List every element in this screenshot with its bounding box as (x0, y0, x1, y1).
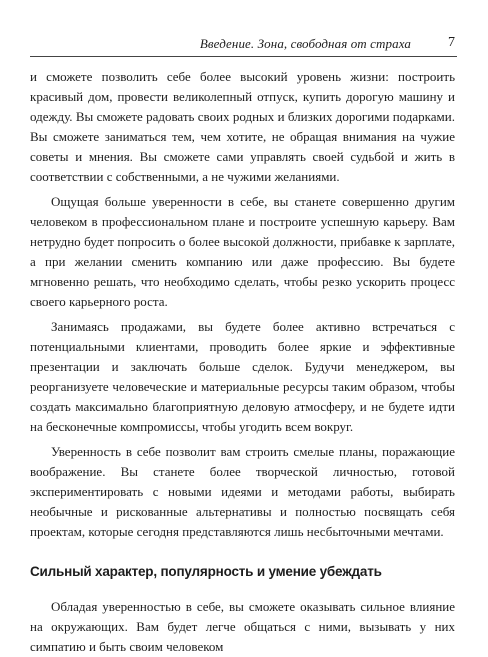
paragraph-influence: Обладая уверенностью в себе, вы сможете оказывать сильное влияние на окружающих. Вам будет легче общаться с ними, вызывать у них симпатию и быть своим человеком (30, 599, 455, 654)
page-number: 7 (448, 35, 455, 50)
paragraph-continuation: и сможете позволить себе более высокий уровень жизни: построить красивый дом, провести великолепный отпуск, купить дорогую машину и одежду. Вы сможете радовать своих родных и близких дорогими подарками. Вы сможете заниматься тем, чем хотите, не обращая внимания на чужие советы и мнения. Вы сможете сами управлять своей судьбой и жить в соответствии с собственными, а не чужими желаниями. (30, 69, 455, 184)
section-heading: Сильный характер, популярность и умение убеждать (30, 564, 382, 579)
running-header (30, 36, 457, 57)
page-body (30, 67, 455, 657)
running-title: Введение. Зона, свободная от страха (199, 36, 411, 51)
paragraph-plans: Уверенность в себе позволит вам строить смелые планы, поражающие воображение. Вы станете более творческой личностью, готовой экспериментировать с новыми идеями и методами работы, выбирать необычные и рискованные альтернативы и полностью посвящать себя проектам, которые сегодня представляются лишь несбыточными мечтами. (30, 444, 455, 539)
paragraph-career: Ощущая больше уверенности в себе, вы станете совершенно другим человеком в профессиональном плане и построите успешную карьеру. Вам нетрудно будет попросить о более высокой должности, прибавке к зарплате, а при желании сменить компанию или даже профессию. Вы будете мгновенно решать, что необходимо сделать, чтобы резко ускорить процесс своего карьерного роста. (30, 194, 455, 309)
paragraph-sales: Занимаясь продажами, вы будете более активно встречаться с потенциальными клиентами, проводить более яркие и эффективные презентации и заключать больше сделок. Будучи менеджером, вы реорганизуете человеческие и материальные ресурсы таким образом, чтобы создать максимально благоприятную деловую атмосферу, и не будете идти на бесконечные компромиссы, чтобы угодить всем вокруг. (30, 319, 455, 434)
